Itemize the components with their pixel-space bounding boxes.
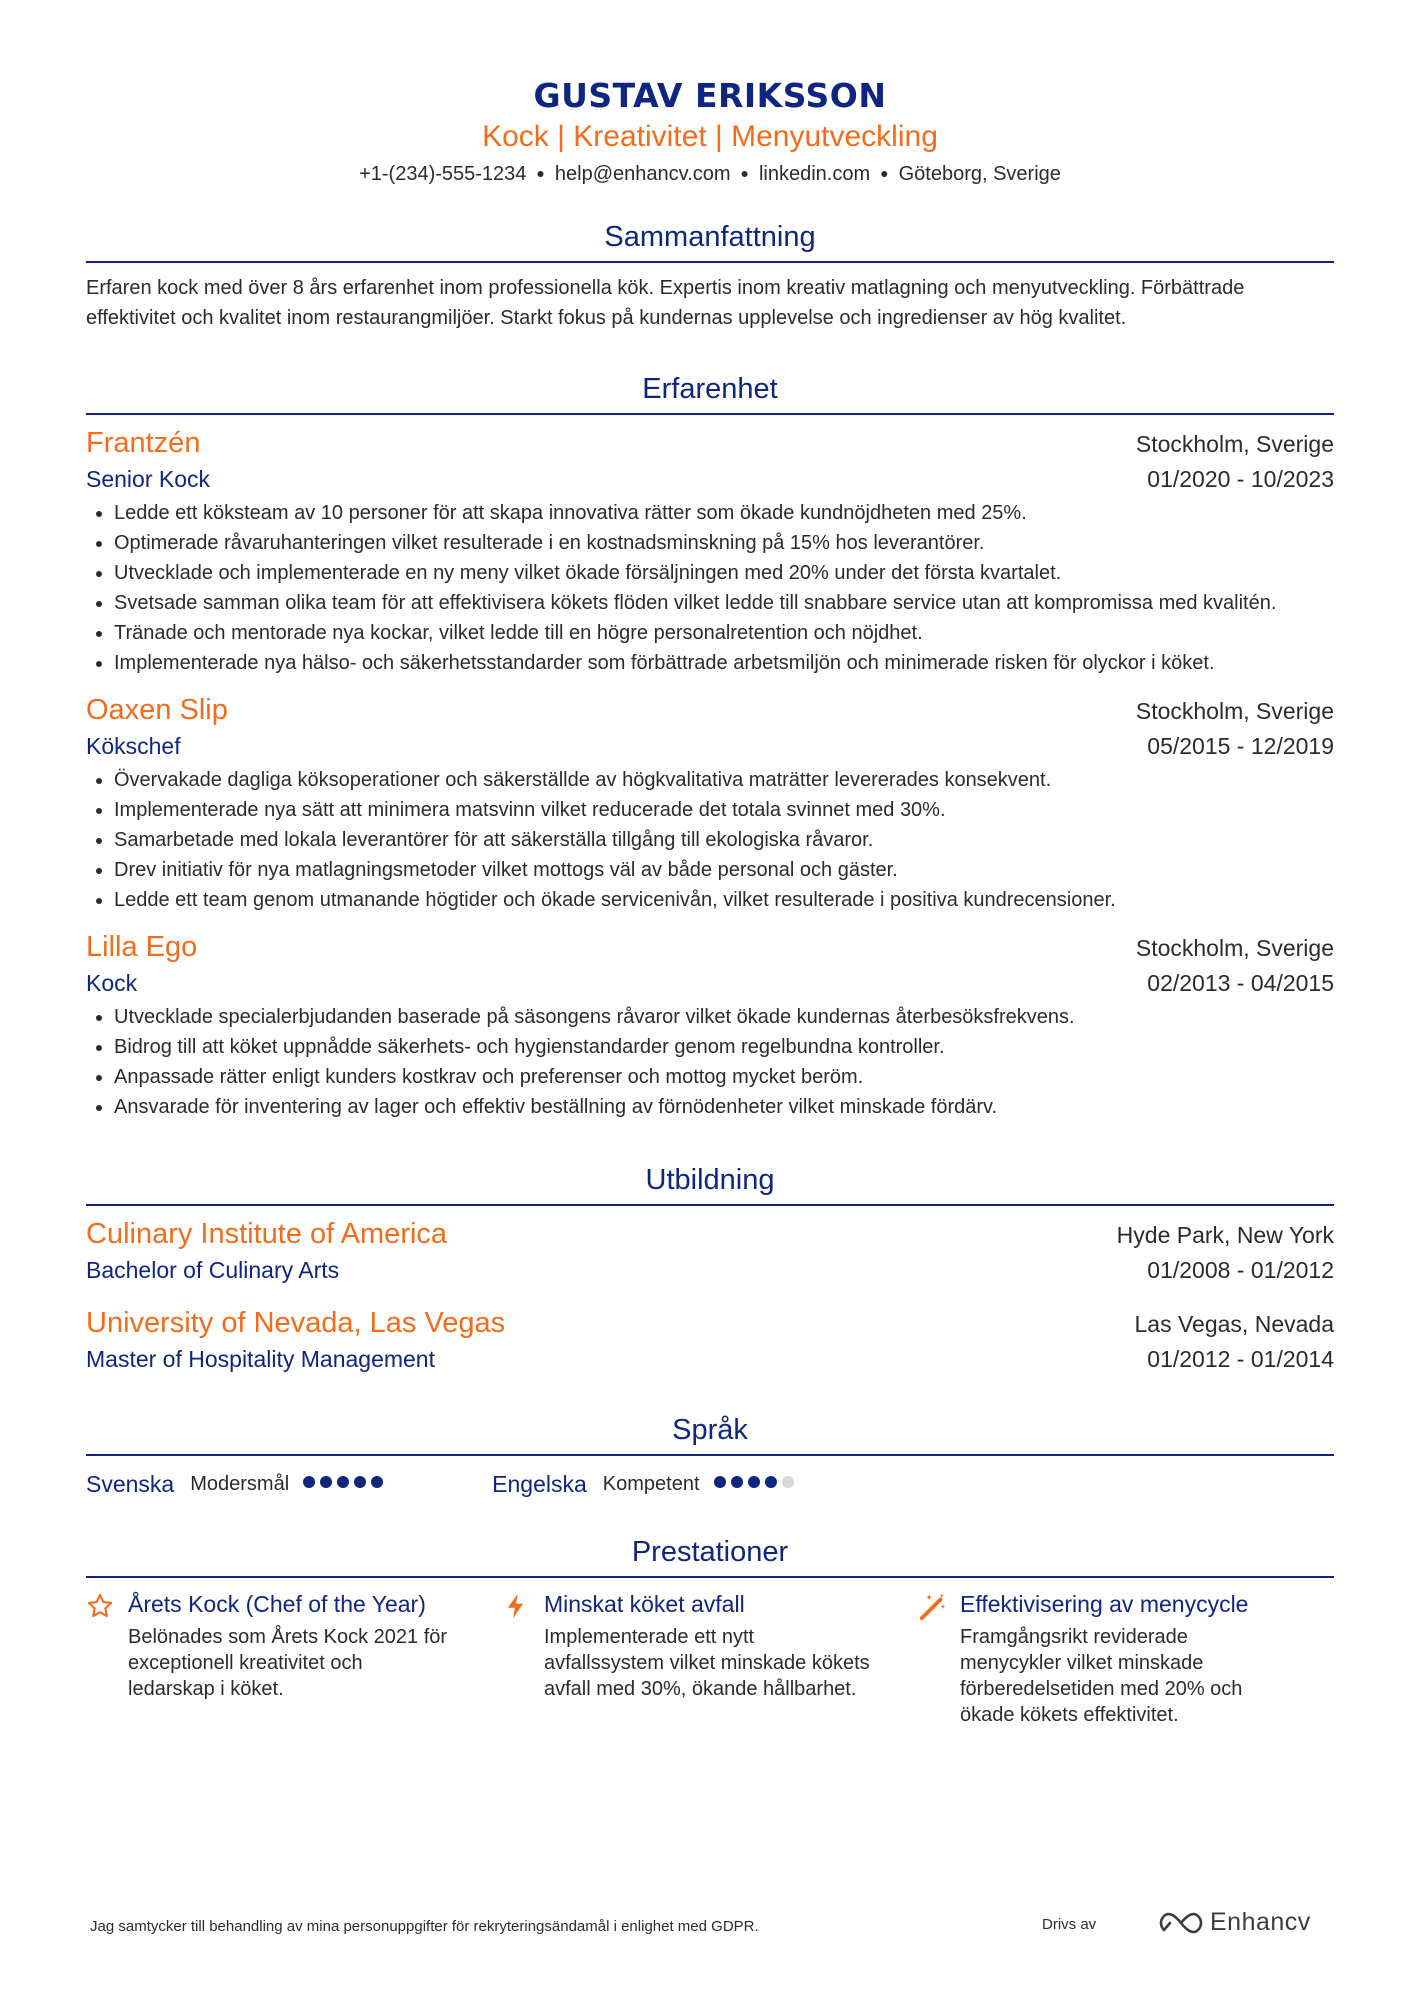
achievement-item [86,1588,502,1728]
footer [90,1908,1320,1948]
rating-dot [714,1476,726,1488]
education-entry [86,1216,1334,1287]
job-role: Senior Kock [86,466,211,492]
experience-section [86,371,1334,1122]
job-dates: 01/2020 - 10/2023 [1147,466,1334,492]
degree: Bachelor of Culinary Arts [86,1257,340,1283]
magic-wand-icon [918,1592,948,1622]
job-role: Kökschef [86,733,181,759]
job-bullets [86,1002,1334,1122]
education-entry [86,1305,1334,1376]
summary-section [86,219,1334,333]
list-item: • Drev initiativ för nya matlagningsmetoder vilket mottogs väl av både personal och gäster. [114,855,1334,885]
separator-dot: ● [740,165,749,181]
language-level: Kompetent [602,1472,700,1495]
contact-phone: +1-(234)-555-1234 [359,163,527,185]
candidate-name: GUSTAV ERIKSSON [533,76,887,115]
list-item: • Anpassade rätter enligt kunders kostkrav och preferenser och mottog mycket beröm. [114,1062,1334,1092]
list-item: • Optimerade råvaruhanteringen vilket resulterade i en kostnadsminskning på 15% hos leverantörer. [114,528,1334,558]
achievement-title: Minskat köket avfall [544,1591,745,1617]
language-rating [303,1475,388,1493]
resume-header [86,0,1334,187]
headline: Kock | Kreativitet | Menyutveckling [482,120,938,153]
achievement-item [502,1588,918,1728]
experience-entry [86,692,1334,915]
list-item: • Övervakade dagliga köksoperationer och säkerställde av högkvalitativa maträtter levererades konsekvent. [114,765,1334,795]
language-level: Modersmål [190,1472,290,1495]
section-title-experience: Erfarenhet [86,371,1334,415]
brand-logo[interactable] [1158,1908,1311,1937]
school-name: Culinary Institute of America [86,1218,448,1250]
separator-dot: ● [880,165,889,181]
list-item: • Tränade och mentorade nya kockar, vilket ledde till en högre personalretention och nöjdhet. [114,618,1334,648]
language-rating [714,1475,799,1493]
job-location: Stockholm, Sverige [1135,935,1334,961]
rating-dot [782,1476,794,1488]
gdpr-consent: Jag samtycker till behandling av mina personuppgifter för rekryteringsändamål i enlighet med GDPR. [90,1918,759,1935]
enhancv-logo-icon [1158,1909,1204,1937]
language-name: Engelska [492,1470,587,1497]
achievement-item [918,1588,1334,1728]
language-item [492,1471,798,1498]
rating-dot [320,1476,332,1488]
powered-by-label: Drivs av [1042,1916,1097,1933]
list-item: • Samarbetade med lokala leverantörer för att säkerställa tillgång till ekologiska råvaror. [114,825,1334,855]
list-item: • Utvecklade specialerbjudanden baserade på säsongens råvaror vilket ökade kundernas återbesöksfrekvens. [114,1002,1334,1032]
summary-text: Erfaren kock med över 8 års erfarenhet inom professionella kök. Expertis inom kreativ matlagning och menyutveckling. Förbättrade effektivitet och kvalitet inom restaurangmiljöer. Starkt fokus på kundernas upplevelse och ingredienser av hög kvalitet. [86,277,1245,329]
job-dates: 05/2015 - 12/2019 [1147,733,1334,759]
rating-dot [371,1476,383,1488]
bolt-icon [502,1592,530,1620]
job-role: Kock [86,970,138,996]
education-dates: 01/2012 - 01/2014 [1147,1346,1334,1372]
section-title-languages: Språk [86,1412,1334,1456]
achievement-title: Effektivisering av menycycle [960,1591,1249,1617]
experience-entry [86,929,1334,1122]
school-location: Hyde Park, New York [1116,1222,1334,1248]
contact-linkedin[interactable]: linkedin.com [758,163,871,185]
company-name: Frantzén [86,427,201,459]
rating-dot [765,1476,777,1488]
job-location: Stockholm, Sverige [1135,431,1334,457]
list-item: • Implementerade nya sätt att minimera matsvinn vilket reducerade det totala svinnet med 30%. [114,795,1334,825]
rating-dot [337,1476,349,1488]
degree: Master of Hospitality Management [86,1346,435,1372]
job-dates: 02/2013 - 04/2015 [1147,970,1334,996]
list-item: • Ledde ett köksteam av 10 personer för att skapa innovativa rätter som ökade kundnöjdheten med 25%. [114,498,1334,528]
list-item: • Utvecklade och implementerade en ny meny vilket ökade försäljningen med 20% under det första kvartalet. [114,558,1334,588]
school-location: Las Vegas, Nevada [1134,1311,1334,1337]
job-bullets [86,498,1334,678]
contact-info [86,160,1334,187]
language-item [86,1471,388,1498]
brand-name: Enhancv [1210,1908,1311,1936]
achievement-desc: Implementerade ett nytt avfallssystem vilket minskade kökets avfall med 30%, ökande hållbarhet. [544,1626,870,1700]
contact-location: Göteborg, Sverige [898,163,1061,185]
list-item: • Svetsade samman olika team för att effektivisera kökets flöden vilket ledde till snabbare service utan att kompromissa med kvalitén. [114,588,1334,618]
experience-entry [86,425,1334,678]
achievement-title: Årets Kock (Chef of the Year) [128,1591,426,1617]
resume-page [86,0,1334,1728]
rating-dot [303,1476,315,1488]
language-name: Svenska [86,1470,175,1497]
rating-dot [354,1476,366,1488]
section-title-summary: Sammanfattning [86,219,1334,263]
job-location: Stockholm, Sverige [1135,698,1334,724]
achievements-section [86,1534,1334,1728]
list-item: • Ledde ett team genom utmanande högtider och ökade servicenivån, vilket resulterade i positiva kundrecensioner. [114,885,1334,915]
rating-dot [748,1476,760,1488]
education-section [86,1162,1334,1376]
list-item: • Implementerade nya hälso- och säkerhetsstandarder som förbättrade arbetsmiljön och minimerade risken för olyckor i köket. [114,648,1334,678]
languages-section [86,1412,1334,1504]
school-name: University of Nevada, Las Vegas [86,1307,506,1339]
rating-dot [731,1476,743,1488]
section-title-achievements: Prestationer [86,1534,1334,1578]
list-item: • Ansvarade för inventering av lager och effektiv beställning av förnödenheter vilket minskade fördärv. [114,1092,1334,1122]
job-bullets [86,765,1334,915]
company-name: Oaxen Slip [86,694,228,726]
star-icon [86,1592,114,1620]
education-dates: 01/2008 - 01/2012 [1147,1257,1334,1283]
section-title-education: Utbildning [86,1162,1334,1206]
achievement-desc: Belönades som Årets Kock 2021 för exceptionell kreativitet och ledarskap i köket. [128,1626,448,1700]
separator-dot: ● [536,165,545,181]
list-item: • Bidrog till att köket uppnådde säkerhets- och hygienstandarder genom regelbundna kontroller. [114,1032,1334,1062]
contact-email[interactable]: help@enhancv.com [554,163,731,185]
company-name: Lilla Ego [86,931,198,963]
achievement-desc: Framgångsrikt reviderade menycykler vilket minskade förberedelsetiden med 20% och ökade kökets effektivitet. [960,1626,1243,1726]
